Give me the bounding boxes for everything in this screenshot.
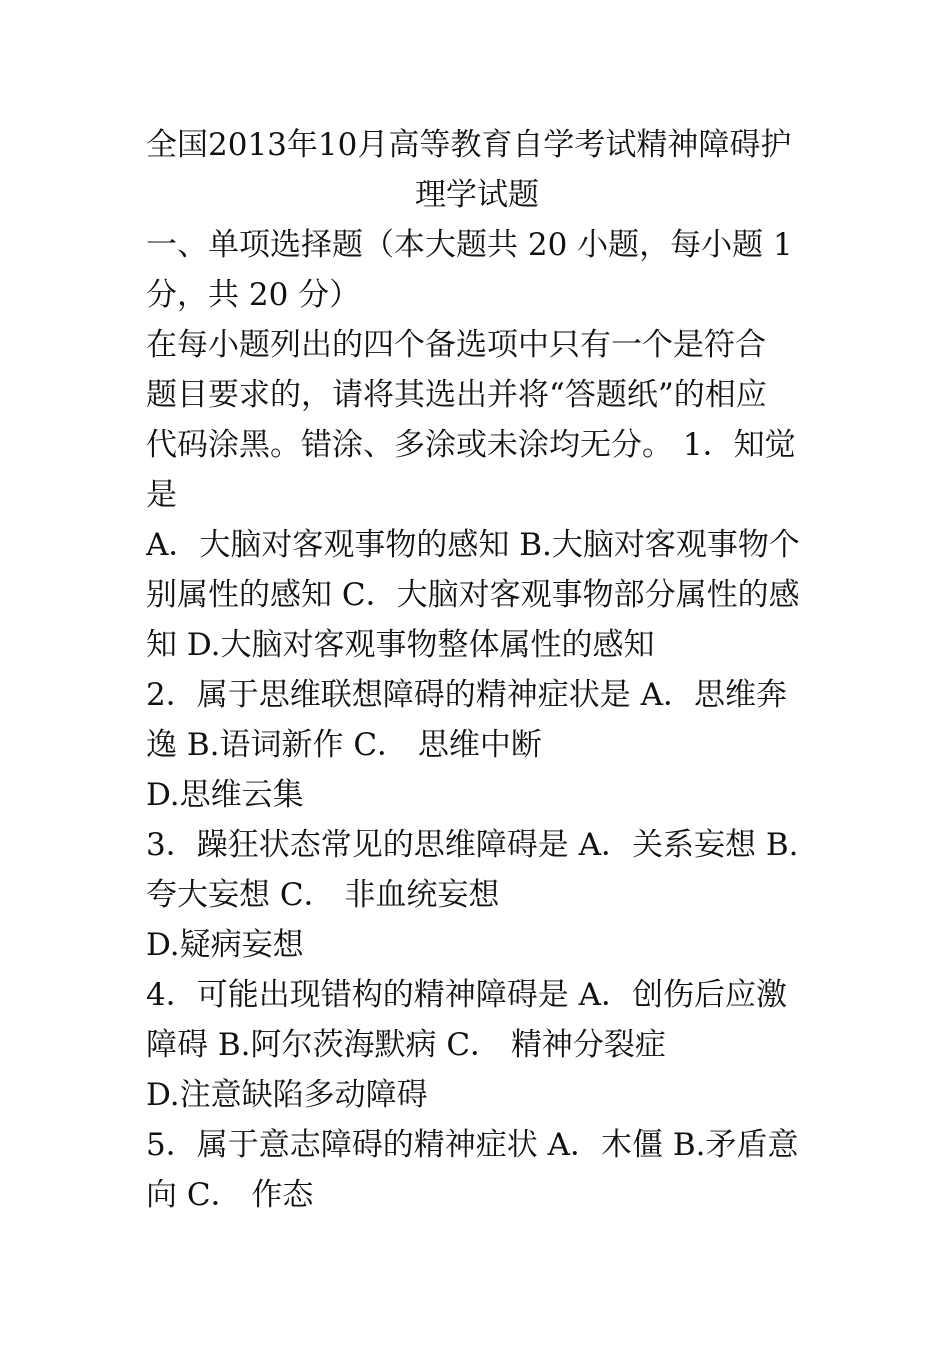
- body-line: A．大脑对客观事物的感知 B.大脑对客观事物个: [146, 527, 800, 563]
- body-line: 题目要求的，请将其选出并将“答题纸”的相应: [146, 377, 767, 413]
- document-body: [146, 220, 808, 1220]
- body-line: 3．躁狂状态常见的思维障碍是 A．关系妄想 B.: [146, 827, 799, 863]
- body-line: 逸 B.语词新作 C． 思维中断: [146, 727, 542, 763]
- body-line: D.思维云集: [146, 777, 304, 813]
- body-line: 障碍 B.阿尔茨海默病 C． 精神分裂症: [146, 1027, 666, 1063]
- body-line: 5．属于意志障碍的精神症状 A．木僵 B.矛盾意: [146, 1127, 799, 1163]
- body-line: 一、单项选择题（本大题共 20 小题，每小题 1: [146, 227, 793, 263]
- body-line: 代码涂黑。错涂、多涂或未涂均无分。 1．知觉: [146, 427, 796, 463]
- body-line: 2．属于思维联想障碍的精神症状是 A．思维奔: [146, 677, 787, 713]
- body-line: 向 C． 作态: [146, 1177, 314, 1213]
- title-line-1: 全国2013年10月高等教育自学考试精神障碍护: [146, 127, 792, 163]
- page-title: [146, 120, 808, 220]
- body-line: 知 D.大脑对客观事物整体属性的感知: [146, 627, 655, 663]
- body-line: D.疑病妄想: [146, 927, 304, 963]
- body-line: D.注意缺陷多动障碍: [146, 1077, 428, 1113]
- title-line-2: 理学试题: [415, 177, 539, 213]
- body-line: 夸大妄想 C． 非血统妄想: [146, 877, 500, 913]
- body-line: 是: [146, 477, 177, 513]
- body-line: 在每小题列出的四个备选项中只有一个是符合: [146, 327, 766, 363]
- body-line: 4．可能出现错构的精神障碍是 A．创伤后应激: [146, 977, 787, 1013]
- document-content: [146, 120, 808, 1220]
- body-line: 分，共 20 分）: [146, 277, 361, 313]
- body-line: 别属性的感知 C．大脑对客观事物部分属性的感: [146, 577, 800, 613]
